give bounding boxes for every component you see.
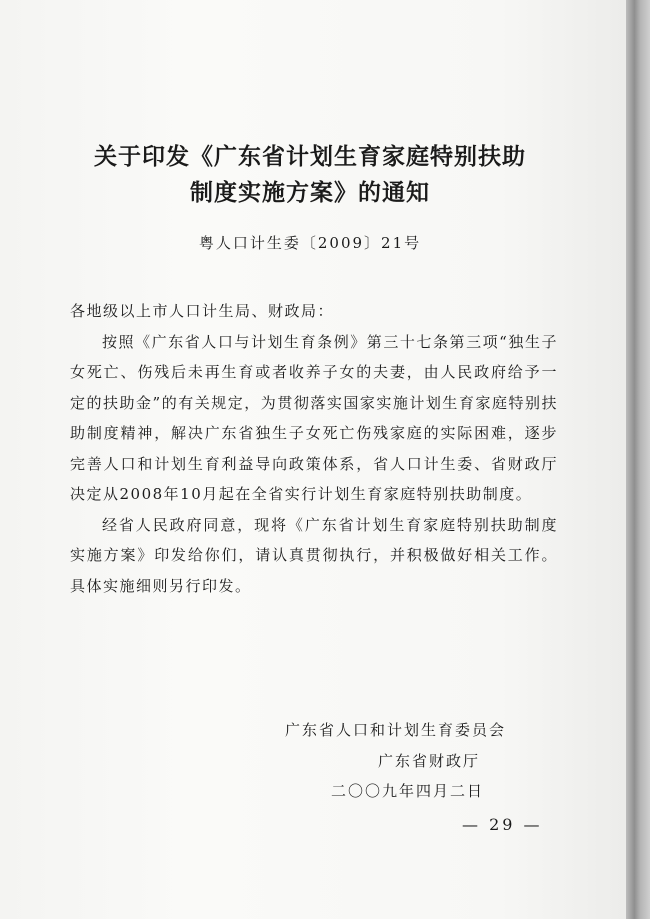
signature-org-2: 广东省财政厅: [377, 751, 480, 770]
document-title-line-1: 关于印发《广东省计划生育家庭特别扶助: [94, 144, 526, 170]
signature-block: [285, 715, 506, 807]
signature-org-1: 广东省人口和计划生育委员会: [284, 721, 506, 739]
page-number: — 29 —: [462, 815, 543, 834]
page-binding-edge: [626, 0, 650, 919]
document-number: 粤人口计生委〔2009〕21号: [198, 234, 422, 252]
document-title-line-2: 制度实施方案》的通知: [190, 180, 430, 206]
body-paragraph-1: 按照《广东省人口与计划生育条例》第三十七条第三项“独生子女死亡、伤残后未再生育或者收养子女的夫妻，由人民政府给予一定的扶助金”的有关规定，为贯彻落实国家实施计划生育家庭特别扶助制度精神，解决广东省独生子女死亡伤残家庭的实际困难，逐步完善人口和计划生育利益导向政策体系，省人口计生委、省财政厅决定从2008年10月起在全省实行计划生育家庭特别扶助制度。: [70, 332, 558, 503]
salutation: 各地级以上市人口计生局、财政局：: [70, 302, 335, 320]
document-body: [70, 296, 558, 601]
signature-date: 二〇〇九年四月二日: [330, 782, 484, 800]
body-paragraph-2: 经省人民政府同意，现将《广东省计划生育家庭特别扶助制度实施方案》印发给你们，请认真贯彻执行，并积极做好相关工作。具体实施细则另行印发。: [70, 515, 558, 595]
